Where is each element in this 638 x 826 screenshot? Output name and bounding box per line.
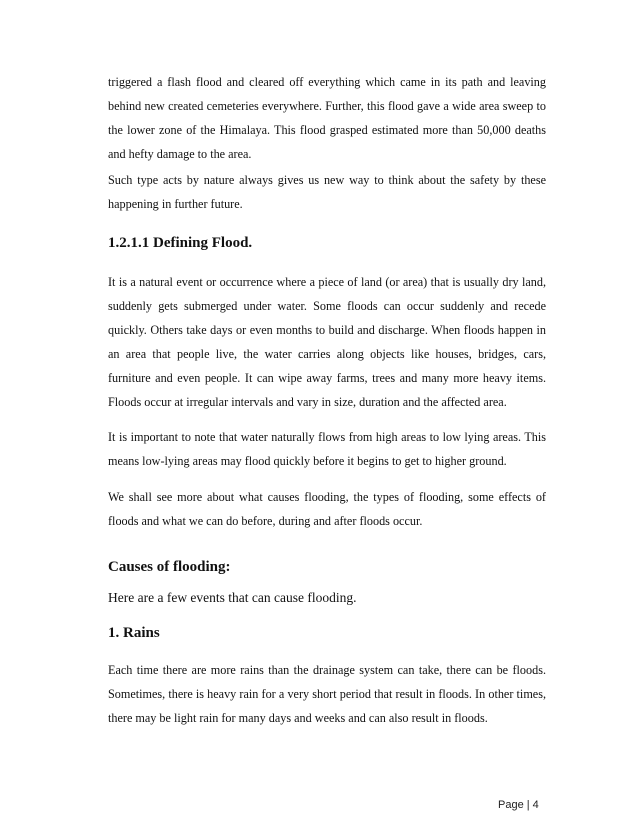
paragraph-low-lying-areas: It is important to note that water naturally flows from high areas to low lying areas. This means low-lying areas may flood quickly before it begins to get to higher ground. xyxy=(108,430,546,468)
paragraph-flash-flood: triggered a flash flood and cleared off everything which came in its path and leaving behind new created cemeteries everywhere. Further, this flood gave a wide area sweep to the lower zone of the Himalaya. This flood grasped estimated more than 50,000 deaths and hefty damage to the area. xyxy=(108,75,546,161)
heading-causes-of-flooding: Causes of flooding: xyxy=(108,559,231,575)
paragraph-rains: Each time there are more rains than the drainage system can take, there can be floods. Sometimes, there is heavy rain for a very short period that result in floods. In other times, there may be light rain for many days and weeks and can also result in floods. xyxy=(108,663,546,725)
paragraph-nature-safety: Such type acts by nature always gives us new way to think about the safety by these happening in further future. xyxy=(108,173,546,211)
paragraph-see-more: We shall see more about what causes flooding, the types of flooding, some effects of floods and what we can do before, during and after floods occur. xyxy=(108,490,546,528)
heading-rains: 1. Rains xyxy=(108,625,160,641)
page-number-footer: Page | 4 xyxy=(498,799,539,811)
paragraph-flood-definition: It is a natural event or occurrence where a piece of land (or area) that is usually dry land, suddenly gets submerged under water. Some floods can occur suddenly and recede quickly. Others take days or even months to build and discharge. When floods happen in an area that people live, the water carries along objects like houses, bridges, cars, furniture and even people. It can wipe away farms, trees and many more heavy items. Floods occur at irregular intervals and vary in size, duration and the affected area. xyxy=(108,275,546,409)
paragraph-causes-intro: Here are a few events that can cause flooding. xyxy=(108,590,357,605)
heading-defining-flood: 1.2.1.1 Defining Flood. xyxy=(108,235,253,251)
